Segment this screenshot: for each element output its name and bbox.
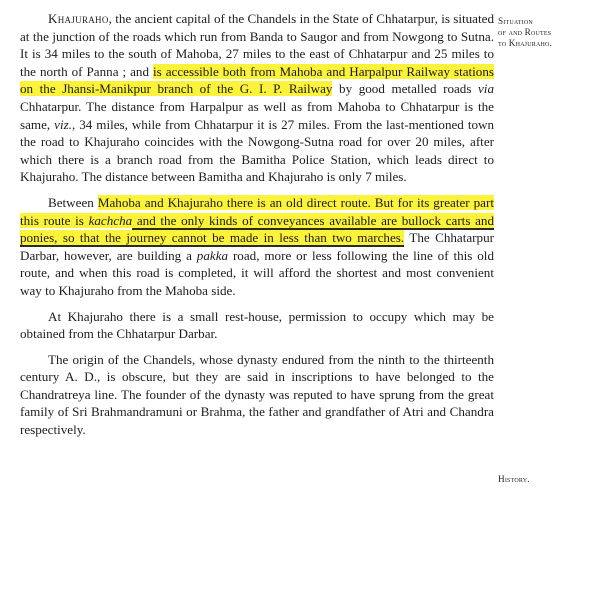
margin-note-history <box>498 474 590 485</box>
text-run: At Khajuraho there is a small rest-house, permission to occupy which may be obtained from the Chhatarpur Darbar. <box>20 308 494 342</box>
highlighted-underlined-text: and the only kinds of conveyances available are bullock carts and ponies, so that the journey cannot be made in less than two marches. <box>20 212 494 246</box>
lead-word: Khajuraho <box>48 11 109 26</box>
text-run: , the ancient capital of the Chandels in the State of Chhatarpur, is situated at the junction of the roads which run from Banda to Saugor and from Nowgong to Sutna. It is 34 miles to the south of Mahoba, 27 miles to the east of Chhatarpur and 25 miles to the north of Panna ; and <box>20 11 494 79</box>
highlighted-italic-text: kachcha <box>88 212 133 228</box>
text-run: The Chhatarpur Darbar, however, are building a <box>20 230 494 263</box>
italic-text: viz. <box>54 116 72 132</box>
margin-note-line: History. <box>498 474 530 484</box>
margin-note-line: Situation <box>498 16 533 26</box>
text-run: The origin of the Chandels, whose dynasty endured from the ninth to the thirteenth century A. D., is obscure, but they are said in inscriptions to have belonged to the Chandratreya line. The founder of the dynasty was reputed to have sprung from the great family of Sri Brahmandramuni or Brahma, the father and grandfather of Atri and Chandra respectively. <box>20 351 494 438</box>
italic-text: pakka <box>196 247 229 263</box>
text-run: by good metalled roads <box>332 81 478 97</box>
margin-note-line: of and Routes <box>498 27 552 37</box>
highlighted-text: is accessible both from Mahoba and Harpalpur Railway stations on the Jhansi-Manikpur branch of the G. I. P. Railway <box>20 63 494 97</box>
text-run: , 34 miles, while from Chhatarpur it is 27 miles. From the last-mentioned town the road to Khajuraho coincides with the Nowgong-Sutna road for over 20 miles, after which there is a branch road from the Bamitha Police Station, which leads direct to Khajuraho. The distance between Bamitha and Khajuraho is only 7 miles. <box>20 116 495 185</box>
highlighted-text: Mahoba and Khajuraho there is an old direct route. But for its greater part this route is <box>20 194 494 228</box>
paragraph-rest-house <box>20 308 494 343</box>
text-run: Between <box>48 194 98 210</box>
paragraph-history <box>20 351 494 439</box>
paragraph-routes <box>20 194 494 300</box>
italic-text: via <box>478 81 494 97</box>
text-run: Chhatarpur. The distance from Harpalpur as well as from Mahoba to Chhatarpur is the same, <box>20 98 494 132</box>
main-text-column <box>20 10 494 439</box>
text-run: road, more or less following the line of this old route, and when this road is completed, it will afford the shortest and most convenient way to Khajuraho from the Mahoba side. <box>20 247 494 298</box>
paragraph-situation <box>20 10 494 186</box>
margin-note-line: to Khajuraho. <box>498 38 553 48</box>
margin-note-situation <box>498 16 590 49</box>
